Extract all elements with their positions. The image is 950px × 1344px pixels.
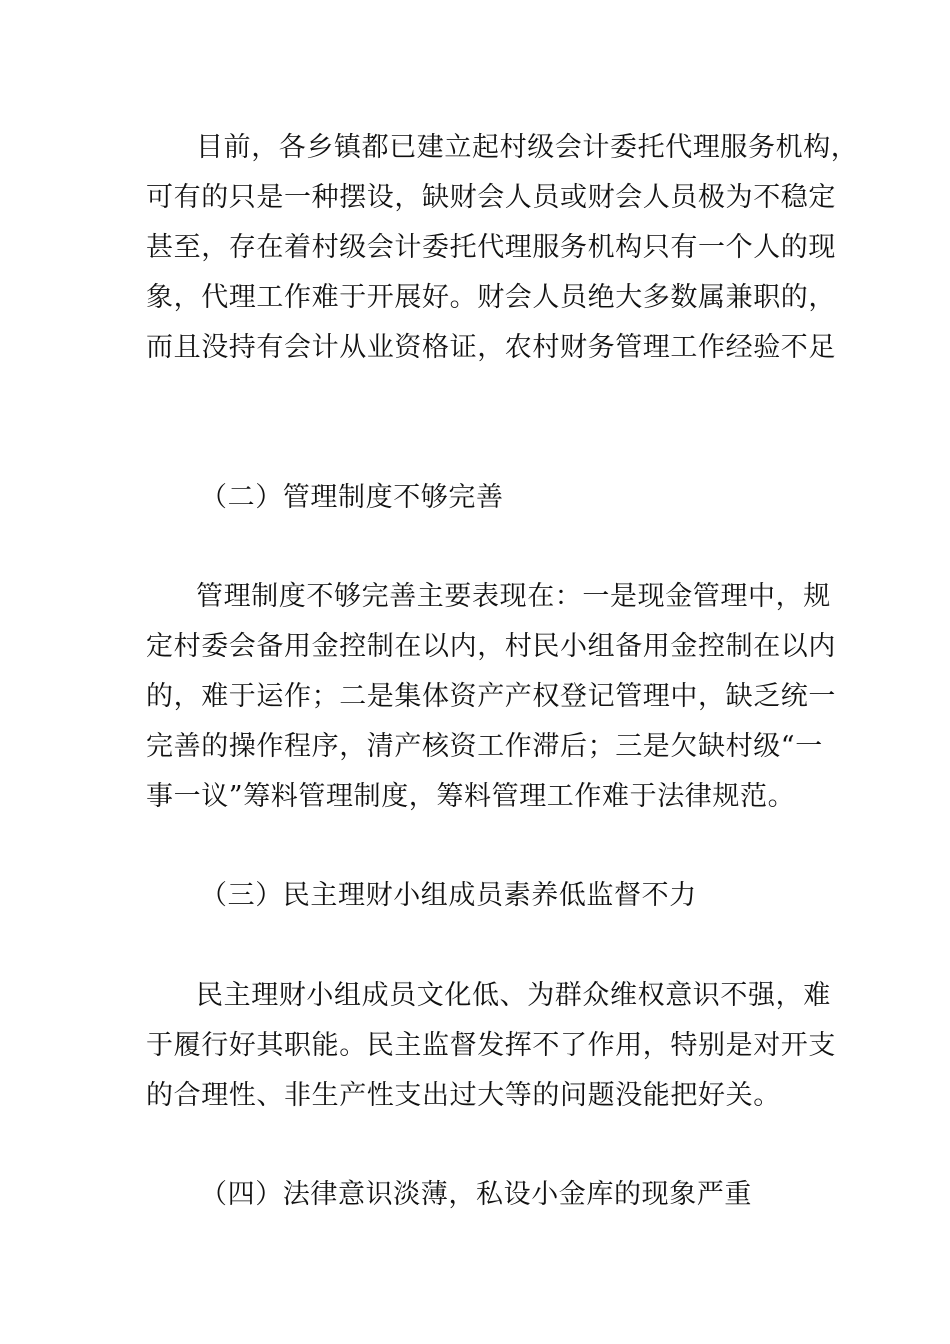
- paragraph-2-line-5: 事一议”筹料管理制度，筹料管理工作难于法律规范。: [146, 781, 796, 812]
- section-heading-2: （二）管理制度不够完善: [200, 482, 504, 513]
- paragraph-2-line-2: 定村委会备用金控制在以内，村民小组备用金控制在以内: [146, 631, 836, 662]
- paragraph-2-line-1: 管理制度不够完善主要表现在：一是现金管理中，规: [196, 581, 831, 612]
- paragraph-1-line-1: 目前，各乡镇都已建立起村级会计委托代理服务机构，: [196, 132, 859, 163]
- section-heading-3: （三）民主理财小组成员素养低监督不力: [200, 880, 697, 911]
- paragraph-1-line-3: 甚至，存在着村级会计委托代理服务机构只有一个人的现: [146, 232, 836, 263]
- paragraph-3-line-1: 民主理财小组成员文化低、为群众维权意识不强，难: [196, 980, 831, 1011]
- paragraph-2-line-4: 完善的操作程序，清产核资工作滞后；三是欠缺村级“一: [146, 731, 823, 762]
- paragraph-2-line-3: 的，难于运作；二是集体资产产权登记管理中，缺乏统一: [146, 681, 836, 712]
- paragraph-3-line-3: 的合理性、非生产性支出过大等的问题没能把好关。: [146, 1080, 781, 1111]
- paragraph-1-line-2: 可有的只是一种摆设，缺财会人员或财会人员极为不稳定: [146, 182, 836, 213]
- paragraph-3-line-2: 于履行好其职能。民主监督发挥不了作用，特别是对开支: [146, 1030, 836, 1061]
- paragraph-1-line-4: 象，代理工作难于开展好。财会人员绝大多数属兼职的，: [146, 282, 836, 313]
- section-heading-4: （四）法律意识淡薄，私设小金库的现象严重: [200, 1179, 752, 1210]
- paragraph-1-line-5: 而且没持有会计从业资格证，农村财务管理工作经验不足: [146, 332, 836, 363]
